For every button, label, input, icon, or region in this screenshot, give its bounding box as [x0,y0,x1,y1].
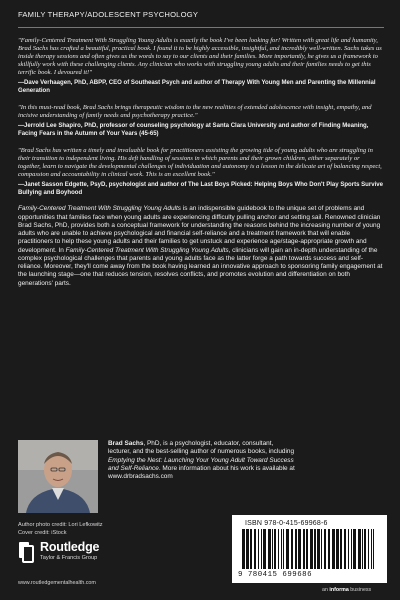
isbn-text: ISBN 978-0-415-69968-6 [245,520,328,527]
back-cover-text [18,10,384,296]
informa-brand: informa [329,587,349,593]
barcode-digits: 9 780415 699686 [238,571,313,579]
endorsement-attribution: —Jerrold Lee Shapiro, PhD, professor of counseling psychology at Santa Clara University and author of Finding Meaning, Facing Fears in the Autumn of Your Years (45-65) [18,122,369,137]
divider [18,27,384,28]
endorsement-2 [18,104,384,139]
book-title: Family-Centered Treatment With Struggling Young Adults [18,205,181,213]
endorsement-quote: "Family-Centered Treatment With Struggling Young Adults is exactly the book I've been looking for! Written with great life and humanity, Brad Sachs has crafted a beautiful, practical book. I found it to be highly accessible, insightful, and incredibly well-written. Sachs takes us inside therapy sessions and often gives us the words to say to our clients and their families. More importantly, he gives us a framework to skillfully work with these challenging clients. Any clinician who works with struggling young adults and their families needs to get this terrific book. I devoured it!" [18,37,382,77]
author-bio: Brad Sachs, PhD, is a psychologist, educator, consultant, lecturer, and the best-selling author of numerous books, including Emptying the Nest: Launching Your Young Adult Toward Success and Self-Reliance. More information about his work is available at www.drbradsachs.com [108,440,295,481]
credits [18,522,103,537]
author-photo [18,440,98,513]
publisher-name: Routledge [40,540,100,554]
barcode [232,515,387,583]
publisher-url: www.routledgementalhealth.com [18,580,96,586]
author-name: Brad Sachs [108,440,144,447]
endorsement-quote: "In this must-read book, Brad Sachs brings therapeutic wisdom to the new realities of extended adolescence with insight, empathy, and incisive understanding of family needs and psychotherapy practice." [18,103,372,119]
informa-footer: an informa business [322,587,372,593]
book-description [18,205,384,288]
endorsement-attribution: —Janet Sasson Edgette, PsyD, psychologist and author of The Last Boys Picked: Helping Boys Who Don't Play Sports Survive Bullying and Boyhood [18,181,383,196]
cover-credit: Cover credit: iStock [18,529,67,536]
endorsement-attribution: —Dave Verhaagen, PhD, ABPP, CEO of Southeast Psych and author of Therapy With Young Men and Parenting the Millennial Generation [18,80,376,95]
photo-credit: Author photo credit: Lori Lefkowitz [18,522,103,528]
publisher-logo [18,540,138,570]
book-title: Family-Centered Treatment With Struggling Young Adults [65,246,229,254]
description-text: , clinicians will gain an in-depth understanding of the complex psychological challenges that parents and young adults face as the latter forge a path towards success and self-reliance. Moreover, they'll come away from the book having learned an innovative approach to sponsoring family engagement at the launching stage—one that reduces tension, resolves conflicts, and promotes evolution and differentiation on both generations' parts. [18,246,383,287]
barcode-bars [240,529,380,571]
publisher-subtitle: Taylor & Francis Group [40,555,98,561]
author-book-title: Emptying the Nest: Launching Your Young Adult Toward Success and Self-Reliance [108,456,294,472]
description-text: is an indispensible guidebook to the unique set of problems and opportunities that families face when young adults are experiencing difficulty pulling anchor and setting sail. Renowned clinician Brad Sachs, PhD, provides both a conceptual framework for understanding the reasons behind the increasing number of young adults who are unable to achieve psychological and financial self-reliance and a treatment framework that will enable practitioners to help these young adults and their families to get unstuck and experience age/stage-appropriate growth and development. In [18,205,381,254]
endorsement-3 [18,147,384,198]
author-block [18,440,384,516]
endorsement-1 [18,37,384,96]
category-heading: FAMILY THERAPY/ADOLESCENT PSYCHOLOGY [18,10,199,19]
routledge-icon [18,540,36,564]
endorsement-quote: "Brad Sachs has written a timely and invaluable book for practitioners assisting the growing tide of young adults who are struggling in their transition to independent living. His deft handling of sessions in which parents and their grown children, either separately or together, learn to navigate the developmental challenges of individuation and autonomy is a lesson in the delicate art of balancing respect, compassion and accountability in clinical work. This is an excellent book." [18,146,382,178]
